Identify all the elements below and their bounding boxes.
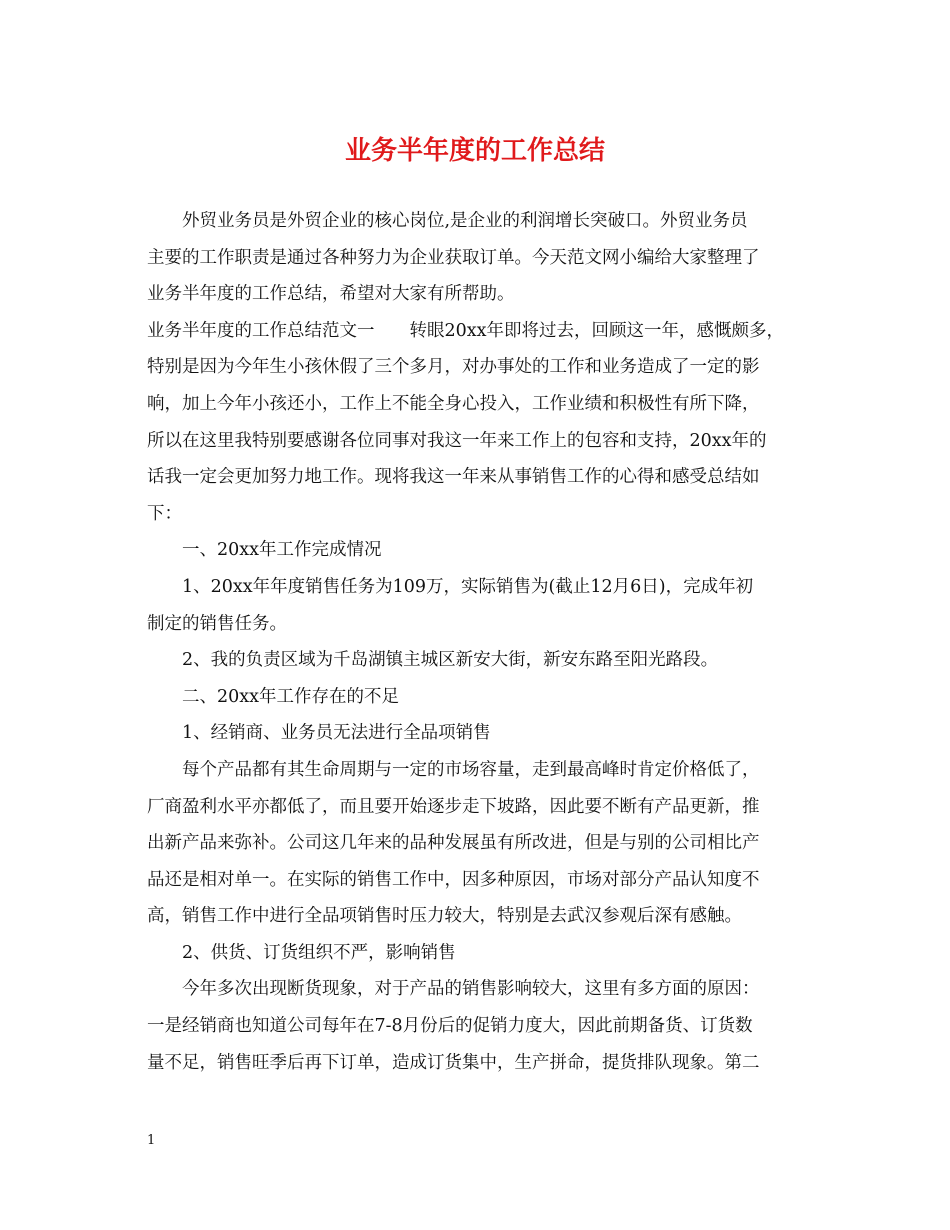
text-line: 每个产品都有其生命周期与一定的市场容量，走到最高峰时肯定价格低了， <box>147 759 760 780</box>
text-line: 主要的工作职责是通过各种努力为企业获取订单。今天范文网小编给大家整理了 <box>147 247 760 268</box>
page-title: 业务半年度的工作总结 <box>344 136 605 166</box>
text-line: 品还是相对单一。在实际的销售工作中，因多种原因，市场对部分产品认知度不 <box>147 869 760 890</box>
text-line: 下： <box>147 503 182 524</box>
text-line: 量不足，销售旺季后再下订单，造成订货集中，生产拼命，提货排队现象。第二 <box>147 1052 760 1073</box>
text-line: 2、供货、订货组织不严，影响销售 <box>147 942 456 963</box>
page-number: 1 <box>147 1133 156 1148</box>
text-line: 今年多次出现断货现象，对于产品的销售影响较大，这里有多方面的原因： <box>147 979 760 1000</box>
document-body <box>147 203 807 1081</box>
text-line: 所以在这里我特别要感谢各位同事对我这一年来工作上的包容和支持，20xx年的 <box>147 430 767 451</box>
text-line: 话我一定会更加努力地工作。现将我这一年来从事销售工作的心得和感受总结如 <box>147 467 760 488</box>
text-line: 出新产品来弥补。公司这几年来的品种发展虽有所改进，但是与别的公司相比产 <box>147 833 760 854</box>
text-line: 二、20xx年工作存在的不足 <box>147 686 400 707</box>
text-line: 外贸业务员是外贸企业的核心岗位,是企业的利润增长突破口。外贸业务员 <box>147 211 748 231</box>
text-line: 厂商盈利水平亦都低了，而且要开始逐步走下坡路，因此要不断有产品更新，推 <box>147 796 760 817</box>
text-line: 一是经销商也知道公司每年在7-8月份后的促销力度大，因此前期备货、订货数 <box>147 1016 753 1037</box>
text-line: 一、20xx年工作完成情况 <box>147 540 382 561</box>
text-line: 1、经销商、业务员无法进行全品项销售 <box>147 723 491 744</box>
text-line: 业务半年度的工作总结范文一 转眼20xx年即将过去，回顾这一年，感慨颇多， <box>147 320 785 341</box>
text-line: 1、20xx年年度销售任务为109万，实际销售为(截止12月6日)，完成年初 <box>147 576 754 597</box>
text-line: 特别是因为今年生小孩休假了三个多月，对办事处的工作和业务造成了一定的影 <box>147 357 760 378</box>
text-line: 高，销售工作中进行全品项销售时压力较大，特别是去武汉参观后深有感触。 <box>147 906 742 927</box>
text-line: 制定的销售任务。 <box>147 613 287 634</box>
text-line: 业务半年度的工作总结，希望对大家有所帮助。 <box>147 284 515 305</box>
text-line: 响，加上今年小孩还小，工作上不能全身心投入，工作业绩和积极性有所下降， <box>147 393 760 414</box>
text-line: 2、我的负责区域为千岛湖镇主城区新安大街，新安东路至阳光路段。 <box>147 650 719 671</box>
